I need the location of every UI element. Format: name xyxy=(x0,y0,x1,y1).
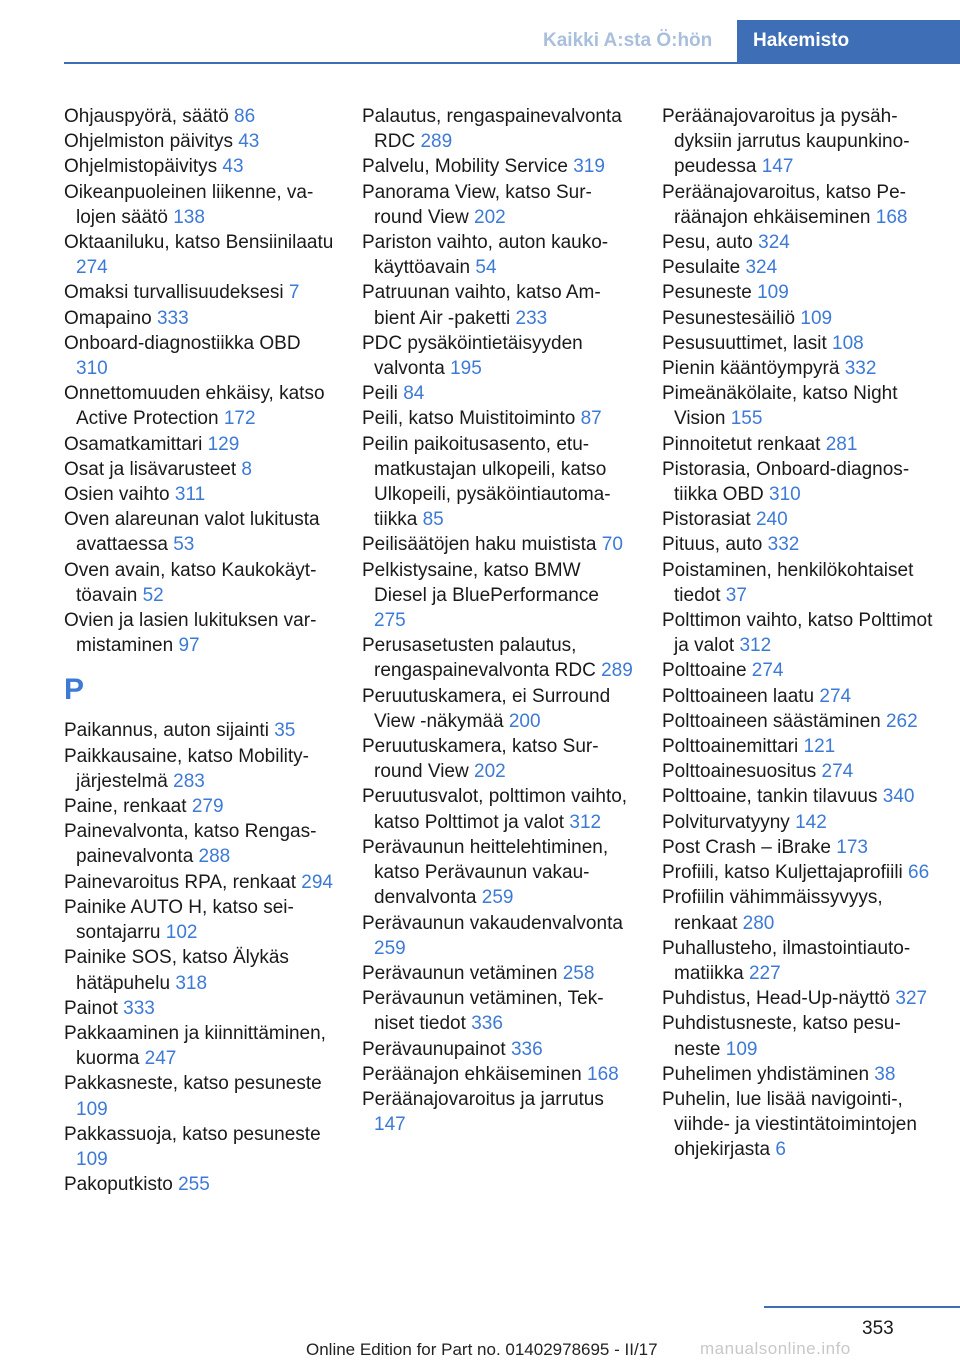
entry-text: Palautus, rengaspainevalvonta RDC xyxy=(362,106,622,153)
entry-text: Peräänajon ehkäiseminen xyxy=(362,1063,582,1085)
page-link[interactable]: 227 xyxy=(748,962,781,984)
header-divider xyxy=(64,62,960,64)
index-entry xyxy=(362,230,634,280)
entry-text: Painot xyxy=(64,997,118,1019)
index-entry xyxy=(362,558,634,634)
index-entry xyxy=(662,986,937,1011)
index-entry xyxy=(662,1062,937,1087)
entry-text: Polttoaineen säästäminen xyxy=(662,710,881,732)
entry-text: PDC pysäköintietäisyyden valvonta xyxy=(362,332,583,380)
page-link[interactable]: 97 xyxy=(178,635,200,657)
index-entry xyxy=(64,558,336,608)
entry-text: Peilisäätöjen haku muistista xyxy=(362,534,597,556)
index-entry xyxy=(64,104,336,129)
page-link[interactable]: 109 xyxy=(757,282,789,304)
index-entry xyxy=(362,432,634,533)
entry-text: Pakkaaminen ja kiinnittäminen, kuorma xyxy=(64,1022,326,1070)
entry-text: Peräänajovaroitus ja pysähdyksiin jarrutus kaupunkinopeudessa xyxy=(662,106,910,178)
page-link[interactable]: 6 xyxy=(775,1139,786,1161)
index-entry xyxy=(362,331,634,381)
entry-text: Peräänajovaroitus ja jarrutus xyxy=(362,1088,604,1110)
entry-text: Pituus, auto xyxy=(662,534,763,556)
index-entry xyxy=(362,406,634,431)
index-entry xyxy=(662,306,937,331)
page-link[interactable]: 340 xyxy=(882,786,915,808)
entry-text: Onboard-diagnostiikka OBD xyxy=(64,332,301,354)
entry-text: Pakkassuoja, katso pesuneste xyxy=(64,1123,321,1145)
index-entry xyxy=(64,129,336,154)
index-entry xyxy=(362,104,634,154)
index-entry xyxy=(64,870,336,895)
page-link[interactable]: 121 xyxy=(803,736,836,758)
page-link[interactable]: 109 xyxy=(76,1148,108,1170)
index-entry xyxy=(64,608,336,658)
page-link[interactable]: 332 xyxy=(844,358,877,380)
index-entry xyxy=(662,734,937,759)
entry-text: Onnettomuuden ehkäisy, katso Active Protection xyxy=(64,383,325,430)
page-link[interactable]: 288 xyxy=(198,846,231,868)
page-link[interactable]: 142 xyxy=(795,811,827,833)
entry-text: Puhelimen yhdistäminen xyxy=(662,1063,870,1085)
page-link[interactable]: 312 xyxy=(569,811,602,833)
entry-text: Peili xyxy=(362,383,398,405)
index-entry xyxy=(662,759,937,784)
entry-text: Perävaunun vetäminen xyxy=(362,962,558,984)
entry-text: Peräänajovaroitus, katso Peräänajon ehkäiseminen xyxy=(662,181,906,228)
index-column-3 xyxy=(662,104,937,1163)
entry-text: Oven avain, katso Kaukokäyttöavain xyxy=(64,559,317,606)
entry-text: Peili, katso Muistitoiminto xyxy=(362,408,576,430)
entry-text: Perävaunupainot xyxy=(362,1038,506,1060)
index-entry xyxy=(64,819,336,869)
header-link-a-to-z[interactable]: Kaikki A:sta Ö:hön xyxy=(543,30,713,51)
index-column-2 xyxy=(362,104,634,1137)
entry-text: Paikannus, auton sijainti xyxy=(64,720,269,742)
index-entry xyxy=(662,1087,937,1163)
page-link[interactable]: 311 xyxy=(174,484,206,506)
entry-text: Puhdistusneste, katso pesuneste xyxy=(662,1013,901,1060)
index-entry xyxy=(662,885,937,935)
entry-text: Palvelu, Mobility Service xyxy=(362,156,568,178)
entry-text: Osamatkamittari xyxy=(64,433,203,455)
index-entry xyxy=(362,180,634,230)
page-link[interactable]: 54 xyxy=(475,257,497,279)
index-entry xyxy=(64,794,336,819)
page-link[interactable]: 294 xyxy=(301,871,333,893)
entry-text: Polviturvatyyny xyxy=(662,811,790,833)
index-entry xyxy=(64,744,336,794)
entry-text: Poistaminen, henkilökohtaiset tiedot xyxy=(662,559,914,606)
page-link[interactable]: 289 xyxy=(420,131,453,153)
edition-text: Online Edition for Part no. 01402978695 - II/17 xyxy=(306,1340,658,1359)
page-link[interactable]: 38 xyxy=(874,1063,896,1085)
index-entry xyxy=(362,734,634,784)
index-entry xyxy=(362,684,634,734)
index-entry xyxy=(64,180,336,230)
page-link[interactable]: 84 xyxy=(403,383,425,405)
index-entry xyxy=(662,331,937,356)
page-link[interactable]: 310 xyxy=(76,358,108,380)
entry-text: Pienin kääntöympyrä xyxy=(662,358,840,380)
index-entry xyxy=(362,784,634,834)
entry-text: Pariston vaihto, auton kaukokäyttöavain xyxy=(362,232,609,279)
index-entry xyxy=(362,961,634,986)
entry-text: Polttoaine xyxy=(662,660,747,682)
page-link[interactable]: 333 xyxy=(123,997,155,1019)
page-link[interactable]: 87 xyxy=(580,408,602,430)
page-link[interactable]: 195 xyxy=(450,358,482,380)
index-entry xyxy=(362,280,634,330)
page-link[interactable]: 43 xyxy=(222,156,244,178)
index-entry xyxy=(662,835,937,860)
entry-text: Oikeanpuoleinen liikenne, valojen säätö xyxy=(64,181,314,228)
page-link[interactable]: 37 xyxy=(725,584,747,606)
page-link[interactable]: 109 xyxy=(76,1098,108,1120)
entry-text: Oven alareunan valot lukitusta avattaessa xyxy=(64,509,320,556)
page-link[interactable]: 202 xyxy=(474,206,506,228)
index-entry xyxy=(64,482,336,507)
index-entry xyxy=(662,936,937,986)
entry-text: Pistorasiat xyxy=(662,509,751,531)
entry-text: Puhelin, lue lisää navigointi-, viihde- ja viestintätoimintojen ohjekirjasta xyxy=(662,1088,917,1161)
index-entry xyxy=(362,835,634,911)
index-entry xyxy=(362,532,634,557)
page-link[interactable]: 275 xyxy=(374,610,406,632)
index-entry xyxy=(362,986,634,1036)
entry-text: Peruutusvalot, polttimon vaihto, katso Polttimot ja valot xyxy=(362,786,628,833)
index-entry xyxy=(362,911,634,961)
index-entry xyxy=(662,810,937,835)
entry-text: Pesusuuttimet, lasit xyxy=(662,332,827,354)
page-link[interactable]: 155 xyxy=(730,408,763,430)
entry-text: Omaksi turvallisuudeksesi xyxy=(64,282,284,304)
index-entry xyxy=(64,154,336,179)
index-entry xyxy=(662,658,937,683)
entry-text: Polttoaine, tankin tilavuus xyxy=(662,786,878,808)
page-link[interactable]: 332 xyxy=(767,534,800,556)
page-link[interactable]: 7 xyxy=(288,282,300,304)
index-entry xyxy=(662,1011,937,1061)
entry-text: Panorama View, katso Surround View xyxy=(362,181,592,228)
page-link[interactable]: 43 xyxy=(238,131,260,153)
page-link[interactable]: 280 xyxy=(742,912,775,934)
page-link[interactable]: 147 xyxy=(374,1114,406,1136)
index-entry xyxy=(662,104,937,180)
index-entry xyxy=(662,381,937,431)
page-link[interactable]: 66 xyxy=(908,862,930,884)
entry-text: Puhdistus, Head-Up-näyttö xyxy=(662,988,891,1010)
entry-text: Ovien ja lasien lukituksen varmistaminen xyxy=(64,610,317,657)
index-entry xyxy=(662,709,937,734)
page-link[interactable]: 168 xyxy=(875,206,908,228)
index-entry xyxy=(64,1021,336,1071)
page-link[interactable]: 70 xyxy=(601,534,623,556)
page-link[interactable]: 281 xyxy=(825,433,858,455)
section-letter: P xyxy=(64,673,85,707)
page-link[interactable]: 279 xyxy=(191,796,224,818)
entry-text: Paikkausaine, katso Mobility-järjestelmä xyxy=(64,745,309,792)
page-link[interactable]: 108 xyxy=(832,332,864,354)
page-link[interactable]: 259 xyxy=(374,937,406,959)
page-link[interactable]: 259 xyxy=(481,887,514,909)
index-entry xyxy=(662,558,937,608)
entry-text: Osien vaihto xyxy=(64,484,170,506)
entry-text: Puhallusteho, ilmastointiautomatiikka xyxy=(662,937,911,984)
header-tab-index[interactable]: Hakemisto xyxy=(737,20,960,62)
page-link[interactable]: 327 xyxy=(895,988,928,1010)
page-link[interactable]: 333 xyxy=(156,307,189,329)
page-link[interactable]: 8 xyxy=(241,458,252,480)
page-number: 353 xyxy=(862,1318,894,1339)
entry-text: Pakkasneste, katso pesuneste xyxy=(64,1073,322,1095)
entry-text: Pelkistysaine, katso BMW Diesel ja BluePerformance xyxy=(362,559,599,606)
entry-text: Painevaroitus RPA, renkaat xyxy=(64,871,296,893)
index-entry xyxy=(362,1087,634,1137)
page-link[interactable]: 319 xyxy=(573,156,605,178)
entry-text: Perävaunun vetäminen, Tekniset tiedot xyxy=(362,988,604,1035)
entry-text: Ohjelmiston päivitys xyxy=(64,131,233,153)
page-link[interactable]: 274 xyxy=(819,685,852,707)
entry-text: Pesu, auto xyxy=(662,232,753,254)
entry-text: Omapaino xyxy=(64,307,152,329)
entry-text: Polttoainesuositus xyxy=(662,761,817,783)
watermark: manualsonline.info xyxy=(700,1339,851,1358)
index-entry xyxy=(64,895,336,945)
entry-text: Ohjelmistopäivitys xyxy=(64,156,218,178)
page-link[interactable]: 289 xyxy=(601,660,633,682)
page-link[interactable]: 274 xyxy=(76,257,108,279)
footer-divider xyxy=(764,1306,960,1308)
entry-text: Pesuneste xyxy=(662,282,752,304)
index-entry xyxy=(362,154,634,179)
entry-text: Peruutuskamera, ei Surround View -näkymää xyxy=(362,685,611,732)
entry-text: Pesulaite xyxy=(662,257,741,279)
entry-text: Oktaaniluku, katso Bensiinilaatu xyxy=(64,232,334,254)
page-link[interactable]: 233 xyxy=(515,307,548,329)
entry-text: Ohjauspyörä, säätö xyxy=(64,106,229,127)
header xyxy=(0,0,960,64)
index-entry xyxy=(64,306,336,331)
entry-text: Pakoputkisto xyxy=(64,1174,173,1196)
page-link[interactable]: 102 xyxy=(165,922,198,944)
index-entry xyxy=(662,860,937,885)
index-entry xyxy=(662,608,937,658)
page-link[interactable]: 258 xyxy=(562,962,595,984)
page-link[interactable]: 202 xyxy=(474,761,506,783)
index-entry xyxy=(662,180,937,230)
index-entry xyxy=(64,381,336,431)
page-link[interactable]: 283 xyxy=(173,770,205,792)
index-entry xyxy=(64,1172,336,1197)
page-link[interactable]: 200 xyxy=(508,710,541,732)
page-link[interactable]: 247 xyxy=(144,1048,177,1070)
page-link[interactable]: 168 xyxy=(587,1063,619,1085)
page-link[interactable]: 324 xyxy=(745,257,778,279)
index-entry xyxy=(662,507,937,532)
index-entry xyxy=(362,1062,634,1087)
entry-text: Pesunestesäiliö xyxy=(662,307,796,329)
entry-text: Osat ja lisävarusteet xyxy=(64,458,237,480)
page-link[interactable]: 85 xyxy=(422,509,444,531)
entry-text: Pimeänäkölaite, katso Night Vision xyxy=(662,383,898,430)
entry-text: Painike AUTO H, katso seisontajarru xyxy=(64,896,294,944)
index-entry xyxy=(64,280,336,305)
page-link[interactable]: 318 xyxy=(175,972,208,994)
page-link[interactable]: 86 xyxy=(234,106,256,127)
index-entry xyxy=(662,784,937,809)
page-link[interactable]: 35 xyxy=(274,720,296,742)
entry-text: Polttoainemittari xyxy=(662,736,799,758)
index-entry xyxy=(362,633,634,683)
entry-text: Patruunan vaihto, katso Ambient Air -paketti xyxy=(362,282,601,329)
index-entry xyxy=(64,331,336,381)
entry-text: Painike SOS, katso Älykäs hätäpuhelu xyxy=(64,947,289,994)
index-column-1 xyxy=(64,104,336,1197)
entry-text: Peruutuskamera, katso Surround View xyxy=(362,736,599,783)
entry-text: Post Crash – iBrake xyxy=(662,836,831,858)
page-link[interactable]: 109 xyxy=(725,1038,758,1060)
page-link[interactable]: 336 xyxy=(510,1038,543,1060)
page-link[interactable]: 129 xyxy=(207,433,240,455)
entry-text: Pistorasia, Onboard-diagnostiikka OBD xyxy=(662,458,910,506)
page-link[interactable]: 310 xyxy=(769,484,801,506)
index-entry xyxy=(662,432,937,457)
entry-text: Profiili, katso Kuljettajaprofiili xyxy=(662,862,903,884)
index-entry xyxy=(64,1071,336,1121)
page-link[interactable]: 312 xyxy=(739,635,772,657)
index-entry xyxy=(662,684,937,709)
page-link[interactable]: 262 xyxy=(885,710,918,732)
page-link[interactable]: 138 xyxy=(173,206,205,228)
index-entry xyxy=(64,457,336,482)
index-entry xyxy=(662,457,937,507)
index-entry xyxy=(64,432,336,457)
entry-text: Perävaunun heittelehtiminen, katso Perävaunun vakaudenvalvonta xyxy=(362,836,609,909)
index-entry xyxy=(662,356,937,381)
page-link[interactable]: 172 xyxy=(223,408,256,430)
entry-text: Paine, renkaat xyxy=(64,796,187,818)
index-entry xyxy=(662,230,937,255)
index-entry xyxy=(362,381,634,406)
index-entry xyxy=(64,996,336,1021)
page-link[interactable]: 53 xyxy=(173,534,195,556)
entry-text: Polttimon vaihto, katso Polttimot ja valot xyxy=(662,610,933,657)
page-link[interactable]: 274 xyxy=(751,660,784,682)
index-entry xyxy=(64,718,336,743)
page-link[interactable]: 147 xyxy=(761,156,794,178)
page-link[interactable]: 109 xyxy=(800,307,833,329)
index-entry xyxy=(662,532,937,557)
index-entry xyxy=(64,507,336,557)
page-link[interactable]: 324 xyxy=(758,232,790,254)
page-link[interactable]: 336 xyxy=(471,1013,503,1035)
entry-text: Perävaunun vakaudenvalvonta xyxy=(362,912,623,934)
entry-text: Polttoaineen laatu xyxy=(662,685,815,707)
entry-text: Profiilin vähimmäissyvyys, renkaat xyxy=(662,887,883,934)
page-link[interactable]: 274 xyxy=(821,761,854,783)
entry-text: Peilin paikoitusasento, etumatkustajan ulkopeili, katso Ulkopeili, pysäköintiautomatiikka xyxy=(362,433,611,531)
entry-text: Pinnoitetut renkaat xyxy=(662,433,821,455)
index-entry xyxy=(362,1037,634,1062)
index-entry xyxy=(662,280,937,305)
page-link[interactable]: 173 xyxy=(836,836,868,858)
index-entry xyxy=(662,255,937,280)
index-entry xyxy=(64,945,336,995)
entry-text: Painevalvonta, katso Rengaspainevalvonta xyxy=(64,821,317,868)
entry-text: Perusasetusten palautus, rengaspainevalvonta RDC xyxy=(362,635,596,682)
index-entry xyxy=(64,1122,336,1172)
page-link[interactable]: 240 xyxy=(755,509,788,531)
page-link[interactable]: 52 xyxy=(142,584,164,606)
index-entry xyxy=(64,230,336,280)
page-link[interactable]: 255 xyxy=(178,1174,210,1196)
